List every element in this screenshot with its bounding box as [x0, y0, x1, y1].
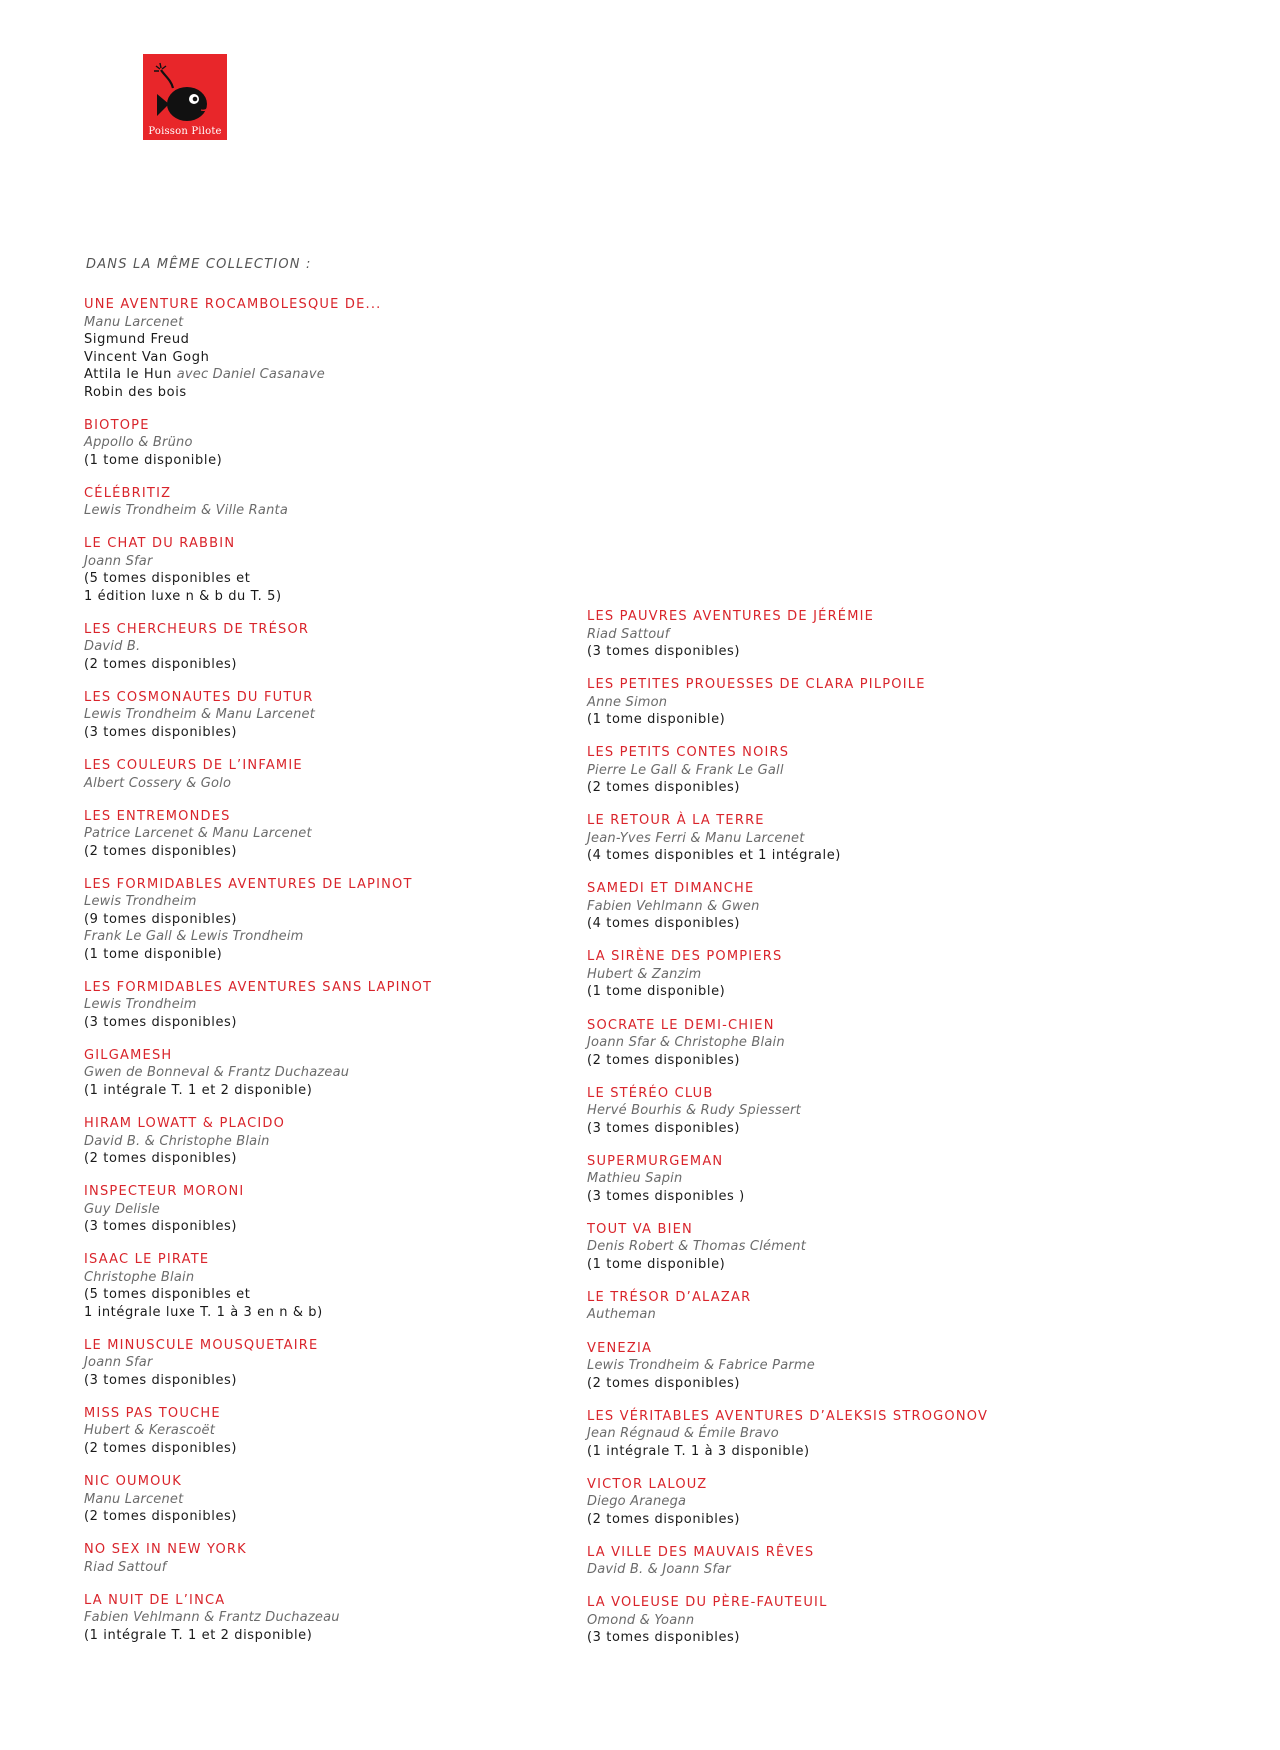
series-info-text: (1 intégrale T. 1 à 3 disponible) [587, 1443, 810, 1459]
series-info [84, 366, 604, 384]
series-info [587, 1511, 1107, 1529]
series-title: BIOTOPE [84, 417, 150, 433]
series-info-text: (1 tome disponible) [84, 946, 223, 962]
series-author: Gwen de Bonneval & Frantz Duchazeau [84, 1065, 350, 1081]
series-info [84, 588, 604, 606]
left-column [84, 296, 604, 1660]
series-info-text: (1 tome disponible) [587, 984, 726, 1000]
series-title: CÉLÉBRITIZ [84, 485, 172, 501]
collection-heading: DANS LA MÊME COLLECTION : [86, 257, 312, 272]
series-entry [84, 1541, 604, 1576]
series-title: LA SIRÈNE DES POMPIERS [587, 949, 783, 965]
series-entry [84, 808, 604, 861]
series-title: SUPERMURGEMAN [587, 1153, 724, 1169]
series-info [587, 1375, 1107, 1393]
series-title: UNE AVENTURE ROCAMBOLESQUE DE... [84, 297, 382, 312]
series-entry [587, 1221, 1107, 1274]
series-info-text: (3 tomes disponibles) [587, 1630, 741, 1646]
series-info [84, 724, 604, 742]
series-entry [587, 1017, 1107, 1070]
series-info-text: 1 intégrale luxe T. 1 à 3 en n & b) [84, 1304, 323, 1320]
series-title: LE CHAT DU RABBIN [84, 536, 236, 552]
series-title: VICTOR LALOUZ [587, 1476, 708, 1492]
series-author: Joann Sfar & Christophe Blain [587, 1035, 785, 1051]
series-author: Hervé Bourhis & Rudy Spiessert [587, 1103, 801, 1119]
series-info-text: (1 tome disponible) [587, 712, 726, 728]
series-author: Lewis Trondheim & Fabrice Parme [587, 1358, 815, 1374]
series-title: NIC OUMOUK [84, 1474, 183, 1489]
series-entry [84, 1115, 604, 1168]
series-author: Joann Sfar [84, 553, 153, 569]
series-info [587, 1443, 1107, 1461]
series-info [587, 1629, 1107, 1647]
series-title: TOUT VA BIEN [587, 1221, 693, 1237]
series-entry [587, 1289, 1107, 1324]
series-title: ISAAC LE PIRATE [84, 1252, 210, 1268]
series-info-text: (2 tomes disponibles) [587, 1511, 741, 1527]
series-info-text: (2 tomes disponibles) [84, 1440, 238, 1456]
series-entry [84, 1047, 604, 1100]
series-info-text: (2 tomes disponibles) [587, 1052, 741, 1068]
series-info [84, 1082, 604, 1100]
series-entry [84, 1183, 604, 1236]
series-info [84, 1014, 604, 1032]
series-title: LES ENTREMONDES [84, 808, 231, 824]
series-info [84, 1440, 604, 1458]
series-title: LA VOLEUSE DU PÈRE-FAUTEUIL [587, 1595, 828, 1611]
series-info [587, 711, 1107, 729]
series-info [84, 843, 604, 861]
series-info-text: 1 édition luxe n & b du T. 5) [84, 588, 282, 604]
series-entry [587, 1340, 1107, 1393]
series-info-text: (3 tomes disponibles) [84, 1219, 238, 1235]
series-author: Manu Larcenet [84, 1491, 184, 1507]
series-info-text: (1 intégrale T. 1 et 2 disponible) [84, 1082, 313, 1098]
series-entry [587, 1408, 1107, 1461]
series-info [587, 1188, 1107, 1206]
series-entry [84, 979, 604, 1032]
series-author: Diego Aranega [587, 1494, 687, 1510]
series-author: Jean Régnaud & Émile Bravo [587, 1426, 779, 1442]
series-info-text: (2 tomes disponibles) [84, 1151, 238, 1167]
series-info-text: Sigmund Freud [84, 332, 190, 347]
series-info-text: (3 tomes disponibles) [84, 724, 238, 740]
series-info [587, 1256, 1107, 1274]
series-info [587, 1052, 1107, 1070]
series-info [587, 779, 1107, 797]
series-author: Lewis Trondheim & Ville Ranta [84, 503, 288, 519]
series-entry [587, 676, 1107, 729]
series-author: Fabien Vehlmann & Frantz Duchazeau [84, 1610, 340, 1626]
series-author: Lewis Trondheim & Manu Larcenet [84, 707, 316, 723]
series-title: MISS PAS TOUCHE [84, 1405, 221, 1421]
series-author: Christophe Blain [84, 1269, 195, 1285]
series-entry [84, 1405, 604, 1458]
logo-text: Poisson Pilote [148, 126, 222, 137]
series-title: LA VILLE DES MAUVAIS RÊVES [587, 1544, 815, 1560]
series-author: Appollo & Brüno [84, 435, 193, 451]
series-entry [587, 948, 1107, 1001]
series-info [587, 847, 1107, 865]
series-title: SOCRATE LE DEMI-CHIEN [587, 1017, 775, 1033]
series-entry [84, 485, 604, 520]
series-title: LES VÉRITABLES AVENTURES D’ALEKSIS STROGONOV [587, 1408, 989, 1424]
series-author: Autheman [587, 1307, 656, 1323]
series-info [84, 946, 604, 964]
series-author: Manu Larcenet [84, 314, 184, 330]
series-info [84, 1508, 604, 1526]
series-entry [587, 1544, 1107, 1579]
series-author: Jean-Yves Ferri & Manu Larcenet [587, 830, 805, 846]
series-author: Omond & Yoann [587, 1612, 695, 1628]
series-info-text: (1 intégrale T. 1 et 2 disponible) [84, 1627, 313, 1643]
series-author: Joann Sfar [84, 1355, 153, 1371]
series-info-text: (3 tomes disponibles) [587, 1120, 741, 1136]
series-info [84, 1218, 604, 1236]
series-title: LES CHERCHEURS DE TRÉSOR [84, 621, 310, 637]
series-title: LES FORMIDABLES AVENTURES SANS LAPINOT [84, 979, 433, 995]
series-title: LE RETOUR À LA TERRE [587, 813, 765, 829]
series-author: Hubert & Zanzim [587, 966, 702, 982]
series-title: NO SEX IN NEW YORK [84, 1542, 247, 1558]
series-author: David B. [84, 639, 141, 655]
series-info-text: (3 tomes disponibles ) [587, 1188, 745, 1204]
series-info-text: (5 tomes disponibles et [84, 1287, 251, 1303]
series-author: Riad Sattouf [587, 626, 670, 642]
series-info [84, 1150, 604, 1168]
series-entry [587, 608, 1107, 661]
series-info [84, 1304, 604, 1322]
series-title: VENEZIA [587, 1340, 653, 1356]
series-info [84, 452, 604, 470]
series-title: LES PETITES PROUESSES DE CLARA PILPOILE [587, 677, 926, 693]
series-entry [84, 876, 604, 964]
series-author: Frank Le Gall & Lewis Trondheim [84, 929, 304, 945]
series-info [84, 656, 604, 674]
series-info-text: (2 tomes disponibles) [84, 1509, 238, 1524]
series-info-text: (2 tomes disponibles) [587, 780, 741, 796]
series-entry [587, 812, 1107, 865]
series-entry [587, 1085, 1107, 1138]
series-entry [587, 880, 1107, 933]
series-author: Mathieu Sapin [587, 1171, 683, 1187]
series-info-text: (5 tomes disponibles et [84, 571, 251, 587]
series-author: Lewis Trondheim [84, 997, 197, 1013]
series-title: LE STÉRÉO CLUB [587, 1085, 714, 1101]
series-info [587, 1120, 1107, 1138]
series-info-text: (2 tomes disponibles) [84, 656, 238, 672]
series-info-text: (2 tomes disponibles) [587, 1375, 741, 1391]
series-info-text: Vincent Van Gogh [84, 349, 210, 365]
series-info-text: (4 tomes disponibles) [587, 916, 741, 932]
series-entry [587, 1476, 1107, 1529]
series-title: GILGAMESH [84, 1047, 173, 1063]
series-info [587, 915, 1107, 933]
series-info-text: (9 tomes disponibles) [84, 911, 238, 927]
series-author: Albert Cossery & Golo [84, 775, 232, 791]
series-entry [84, 621, 604, 674]
series-author: David B. & Joann Sfar [587, 1562, 731, 1578]
series-entry [587, 744, 1107, 797]
series-entry [587, 1594, 1107, 1647]
series-info [84, 1627, 604, 1645]
series-author: Lewis Trondheim [84, 894, 197, 910]
series-title: LA NUIT DE L’INCA [84, 1592, 226, 1608]
series-title: LE MINUSCULE MOUSQUETAIRE [84, 1337, 319, 1353]
series-info-text: (3 tomes disponibles) [84, 1372, 238, 1388]
series-info [587, 643, 1107, 661]
series-title: LES PAUVRES AVENTURES DE JÉRÉMIE [587, 609, 875, 624]
series-entry [84, 757, 604, 792]
series-author: Fabien Vehlmann & Gwen [587, 898, 760, 914]
series-author: David B. & Christophe Blain [84, 1133, 270, 1149]
series-title: LES FORMIDABLES AVENTURES DE LAPINOT [84, 876, 413, 892]
series-title: LES PETITS CONTES NOIRS [587, 745, 790, 761]
series-info [84, 349, 604, 367]
series-info [587, 983, 1107, 1001]
series-title: HIRAM LOWATT & PLACIDO [84, 1116, 286, 1132]
series-author: Pierre Le Gall & Frank Le Gall [587, 762, 784, 778]
series-title: INSPECTEUR MORONI [84, 1184, 245, 1200]
series-info-text: Attila le Hun [84, 367, 172, 382]
series-info-text: (1 tome disponible) [587, 1256, 726, 1272]
series-author: Guy Delisle [84, 1201, 160, 1217]
series-info [84, 570, 604, 588]
series-title: LES COSMONAUTES DU FUTUR [84, 689, 314, 705]
series-info [84, 1286, 604, 1304]
series-entry [84, 417, 604, 470]
series-entry [84, 296, 604, 401]
series-info-text: (1 tome disponible) [84, 452, 223, 468]
right-column [587, 608, 1107, 1663]
series-info-text: (3 tomes disponibles) [84, 1014, 238, 1030]
series-author: Patrice Larcenet & Manu Larcenet [84, 826, 312, 842]
series-title: LES COULEURS DE L’INFAMIE [84, 758, 303, 774]
series-entry [587, 1153, 1107, 1206]
series-entry [84, 535, 604, 605]
series-info [84, 384, 604, 402]
series-author: Anne Simon [587, 694, 668, 710]
publisher-logo [143, 54, 227, 140]
series-author: Denis Robert & Thomas Clément [587, 1239, 806, 1255]
co-author-note: avec Daniel Casanave [176, 367, 325, 382]
series-author: Riad Sattouf [84, 1559, 167, 1575]
series-entry [84, 1251, 604, 1321]
series-info [84, 1372, 604, 1390]
series-info-text: (2 tomes disponibles) [84, 843, 238, 859]
series-info-text: Robin des bois [84, 384, 187, 400]
series-info [84, 911, 604, 929]
series-info-text: (3 tomes disponibles) [587, 644, 741, 659]
series-entry [84, 1473, 604, 1526]
series-title: LE TRÉSOR D’ALAZAR [587, 1289, 752, 1305]
series-entry [84, 1337, 604, 1390]
series-info [84, 331, 604, 349]
series-author: Hubert & Kerascoët [84, 1423, 216, 1439]
series-title: SAMEDI ET DIMANCHE [587, 881, 755, 897]
series-info-text: (4 tomes disponibles et 1 intégrale) [587, 848, 841, 864]
series-entry [84, 689, 604, 742]
series-entry [84, 1592, 604, 1645]
